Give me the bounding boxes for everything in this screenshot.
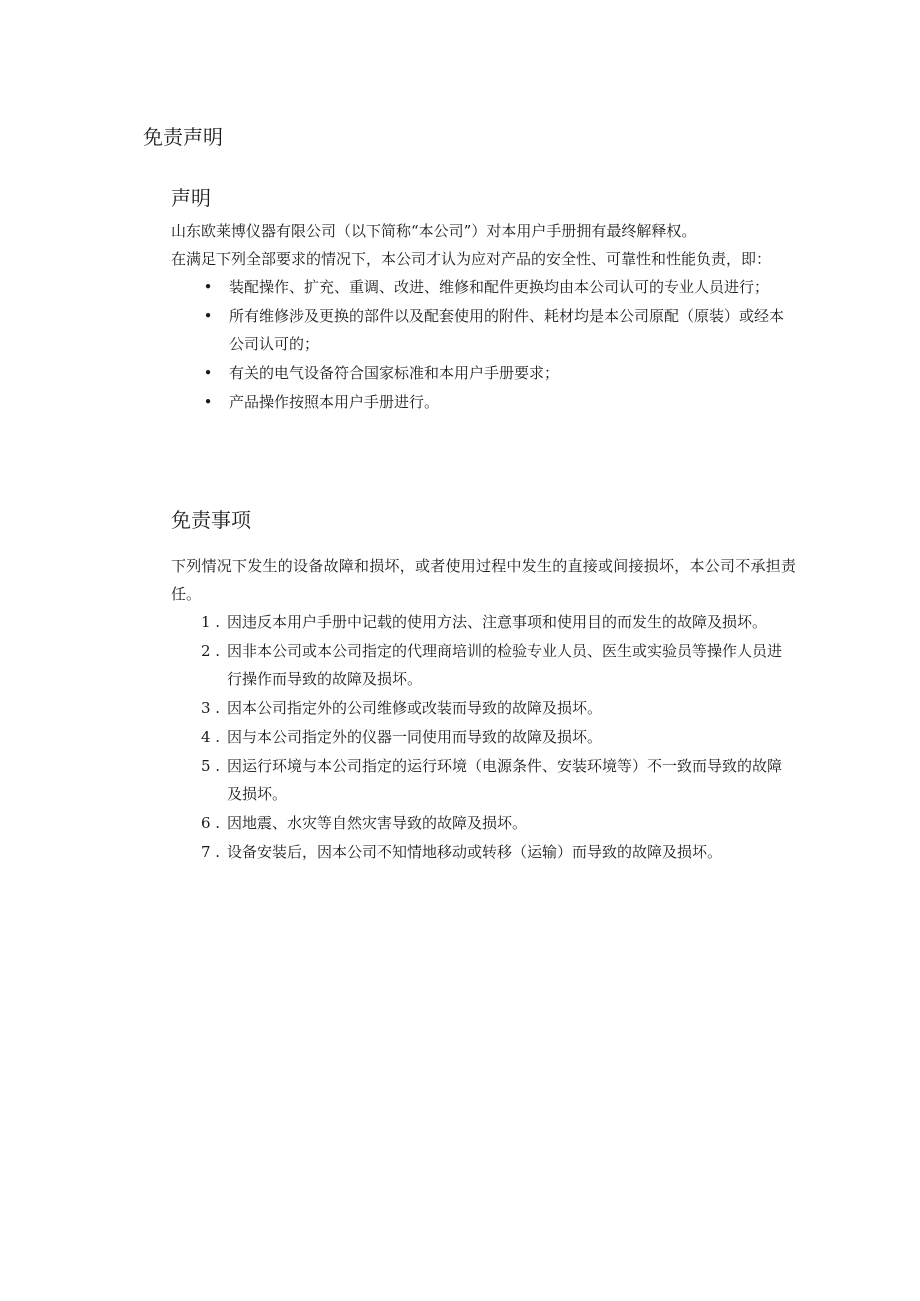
list-item-text: 设备安装后，因本公司不知情地移动或转移（运输）而导致的故障及损坏。 xyxy=(227,843,723,861)
list-item xyxy=(171,809,796,837)
item-number: 5 . xyxy=(201,757,221,775)
list-item xyxy=(171,302,796,358)
list-item xyxy=(171,608,796,636)
requirements-list xyxy=(171,273,796,416)
list-item-text: 因违反本用户手册中记载的使用方法、注意事项和使用目的而发生的故障及损坏。 xyxy=(227,613,768,631)
list-item xyxy=(171,752,796,808)
list-item xyxy=(171,637,796,693)
item-number: 6 . xyxy=(201,814,221,832)
bullet-icon: • xyxy=(203,393,213,411)
item-number: 3 . xyxy=(201,699,221,717)
exemption-section xyxy=(171,505,796,867)
list-item xyxy=(171,359,796,387)
item-number: 4 . xyxy=(201,728,221,746)
bullet-icon: • xyxy=(203,364,213,382)
item-number: 2 . xyxy=(201,642,221,660)
statement-paragraph-2: 在满足下列全部要求的情况下，本公司才认为应对产品的安全性、可靠性和性能负责，即： xyxy=(171,250,772,268)
statement-section xyxy=(171,183,796,417)
list-item xyxy=(171,723,796,751)
list-item xyxy=(171,694,796,722)
list-item xyxy=(171,838,796,866)
list-item-text: 有关的电气设备符合国家标准和本用户手册要求； xyxy=(229,364,560,382)
list-item-text: 因与本公司指定外的仪器一同使用而导致的故障及损坏。 xyxy=(227,728,603,746)
bullet-icon: • xyxy=(203,278,213,296)
statement-heading: 声明 xyxy=(171,186,211,210)
list-item xyxy=(171,388,796,416)
item-number: 7 . xyxy=(201,843,221,861)
list-item-text: 所有维修涉及更换的部件以及配套使用的附件、耗材均是本公司原配（原装）或经本公司认可的； xyxy=(229,307,785,353)
exemption-heading: 免责事项 xyxy=(171,508,251,532)
list-item-text: 因运行环境与本公司指定的运行环境（电源条件、安装环境等）不一致而导致的故障及损坏。 xyxy=(227,757,783,803)
list-item xyxy=(171,273,796,301)
list-item-text: 产品操作按照本用户手册进行。 xyxy=(229,393,440,411)
page-title: 免责声明 xyxy=(143,125,223,149)
exemption-intro: 下列情况下发生的设备故障和损坏，或者使用过程中发生的直接或间接损坏，本公司不承担责任。 xyxy=(171,557,796,603)
list-item-text: 装配操作、扩充、重调、改进、维修和配件更换均由本公司认可的专业人员进行； xyxy=(229,278,770,296)
list-item-text: 因地震、水灾等自然灾害导致的故障及损坏。 xyxy=(227,814,528,832)
item-number: 1 . xyxy=(201,613,221,631)
statement-paragraph-1: 山东欧莱博仪器有限公司（以下简称“本公司”）对本用户手册拥有最终解释权。 xyxy=(171,222,697,240)
bullet-icon: • xyxy=(203,307,213,325)
exemption-list xyxy=(171,608,796,866)
list-item-text: 因非本公司或本公司指定的代理商培训的检验专业人员、医生或实验员等操作人员进行操作而导致的故障及损坏。 xyxy=(227,642,783,688)
list-item-text: 因本公司指定外的公司维修或改装而导致的故障及损坏。 xyxy=(227,699,603,717)
